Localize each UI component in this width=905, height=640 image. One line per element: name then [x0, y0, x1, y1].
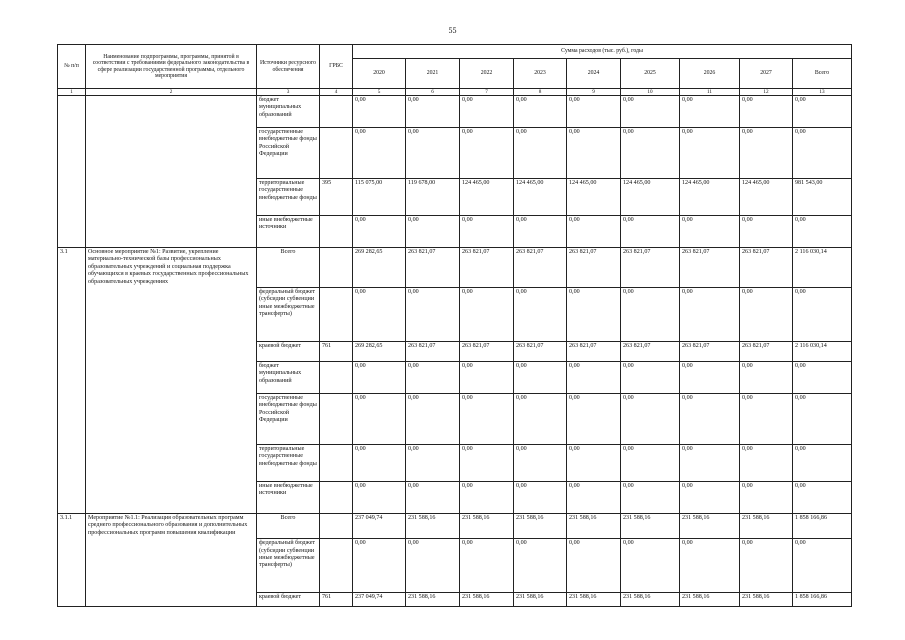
value-year: 263 821,07: [460, 342, 514, 362]
funding-source: государственные внебюджетные фонды Российской Федерации: [257, 394, 320, 445]
table-row: [58, 539, 852, 593]
value-year: 0,00: [460, 216, 514, 248]
value-year: 0,00: [460, 445, 514, 482]
row-name: [86, 216, 257, 248]
grbs-code: [320, 514, 353, 539]
funding-source: бюджет муниципальных образований: [257, 96, 320, 128]
column-number: 9: [567, 89, 621, 96]
column-number: 8: [514, 89, 567, 96]
value-total: 2 116 030,14: [793, 342, 852, 362]
row-name: [86, 394, 257, 445]
budget-table: [57, 44, 852, 607]
value-year: 0,00: [680, 216, 740, 248]
row-name: [86, 445, 257, 482]
value-total: 0,00: [793, 288, 852, 342]
value-total: 2 116 030,14: [793, 248, 852, 288]
table-header: [58, 45, 852, 96]
value-year: 0,00: [406, 445, 460, 482]
value-year: 124 465,00: [740, 179, 793, 216]
value-year: 0,00: [740, 539, 793, 593]
value-year: 0,00: [353, 482, 406, 514]
value-year: 124 465,00: [514, 179, 567, 216]
value-year: 263 821,07: [514, 248, 567, 288]
grbs-code: [320, 216, 353, 248]
value-year: 0,00: [460, 539, 514, 593]
value-year: 231 588,16: [514, 593, 567, 607]
value-year: 0,00: [514, 362, 567, 394]
value-year: 263 821,07: [514, 342, 567, 362]
page-number: 55: [448, 26, 457, 35]
column-number-row: [58, 89, 852, 96]
value-year: 0,00: [460, 128, 514, 179]
header-year: 2025: [621, 59, 680, 89]
value-year: 0,00: [514, 445, 567, 482]
row-number: 3.1: [58, 248, 86, 288]
value-total: 0,00: [793, 445, 852, 482]
value-year: 0,00: [514, 288, 567, 342]
value-year: 263 821,07: [406, 342, 460, 362]
value-total: 0,00: [793, 362, 852, 394]
value-year: 115 075,00: [353, 179, 406, 216]
funding-source: иные внебюджетные источники: [257, 482, 320, 514]
value-year: 0,00: [460, 288, 514, 342]
column-number: 4: [320, 89, 353, 96]
grbs-code: [320, 288, 353, 342]
value-year: 0,00: [621, 362, 680, 394]
value-year: 0,00: [621, 482, 680, 514]
value-year: 0,00: [406, 394, 460, 445]
funding-source: краевой бюджет: [257, 342, 320, 362]
header-grbs: ГРБС: [320, 45, 353, 89]
column-number: 10: [621, 89, 680, 96]
column-number: 5: [353, 89, 406, 96]
value-year: 263 821,07: [740, 248, 793, 288]
value-year: 0,00: [567, 539, 621, 593]
value-year: 0,00: [406, 96, 460, 128]
value-year: 119 678,00: [406, 179, 460, 216]
header-sum-title: Сумма расходов (тыс. руб.), годы: [353, 45, 852, 59]
row-name: [86, 288, 257, 342]
value-year: 0,00: [353, 216, 406, 248]
value-year: 0,00: [740, 128, 793, 179]
value-year: 0,00: [460, 362, 514, 394]
table-body: [58, 96, 852, 607]
value-year: 0,00: [353, 445, 406, 482]
row-number: [58, 539, 86, 593]
row-number: [58, 342, 86, 362]
grbs-code: [320, 539, 353, 593]
grbs-code: [320, 248, 353, 288]
value-year: 263 821,07: [621, 342, 680, 362]
value-year: 0,00: [680, 288, 740, 342]
table-row: [58, 342, 852, 362]
column-number: 3: [257, 89, 320, 96]
funding-source: территориальные государственные внебюджетные фонды: [257, 445, 320, 482]
value-year: 231 588,16: [740, 593, 793, 607]
header-year: 2022: [460, 59, 514, 89]
value-year: 263 821,07: [567, 248, 621, 288]
value-year: 0,00: [567, 394, 621, 445]
row-name: [86, 362, 257, 394]
value-total: 0,00: [793, 128, 852, 179]
column-number: 1: [58, 89, 86, 96]
value-total: 0,00: [793, 394, 852, 445]
value-year: 263 821,07: [740, 342, 793, 362]
header-year: 2026: [680, 59, 740, 89]
value-year: 0,00: [621, 128, 680, 179]
table-row: [58, 96, 852, 128]
header-year: 2021: [406, 59, 460, 89]
value-year: 263 821,07: [680, 342, 740, 362]
value-year: 0,00: [740, 394, 793, 445]
value-total: 981 543,00: [793, 179, 852, 216]
row-number: [58, 445, 86, 482]
value-year: 0,00: [680, 482, 740, 514]
value-year: 0,00: [740, 362, 793, 394]
row-name: [86, 96, 257, 128]
value-year: 0,00: [460, 394, 514, 445]
value-year: 0,00: [680, 445, 740, 482]
row-name: [86, 342, 257, 362]
value-year: 0,00: [353, 362, 406, 394]
row-number: [58, 96, 86, 128]
column-number: 6: [406, 89, 460, 96]
value-year: 0,00: [406, 539, 460, 593]
header-num: № п/п: [58, 45, 86, 89]
column-number: 7: [460, 89, 514, 96]
funding-source: Всего: [257, 514, 320, 539]
header-year: 2027: [740, 59, 793, 89]
value-year: 231 588,16: [621, 514, 680, 539]
value-year: 0,00: [406, 362, 460, 394]
column-number: 2: [86, 89, 257, 96]
value-year: 231 588,16: [567, 514, 621, 539]
value-year: 231 588,16: [406, 514, 460, 539]
grbs-code: 395: [320, 179, 353, 216]
value-year: 0,00: [353, 394, 406, 445]
table-row: [58, 445, 852, 482]
table-row: [58, 362, 852, 394]
funding-source: иные внебюджетные источники: [257, 216, 320, 248]
value-year: 0,00: [740, 445, 793, 482]
value-year: 0,00: [514, 539, 567, 593]
value-total: 1 858 166,86: [793, 514, 852, 539]
table-row: [58, 514, 852, 539]
value-year: 0,00: [621, 96, 680, 128]
value-year: 0,00: [740, 96, 793, 128]
row-name: [86, 482, 257, 514]
row-name: Основное мероприятие №1: Развитие, укрепление материально-технической базы профессиональных образовательных учреждений и социальная поддержка обучающихся в краевых государственных профессиональных образовательных учреждениях: [86, 248, 257, 288]
value-year: 0,00: [353, 288, 406, 342]
value-year: 231 588,16: [514, 514, 567, 539]
value-year: 0,00: [680, 394, 740, 445]
row-name: [86, 179, 257, 216]
row-number: [58, 216, 86, 248]
row-number: [58, 288, 86, 342]
value-year: 0,00: [567, 288, 621, 342]
value-year: 0,00: [406, 128, 460, 179]
value-year: 0,00: [567, 96, 621, 128]
row-name: [86, 539, 257, 593]
value-year: 0,00: [740, 482, 793, 514]
value-year: 124 465,00: [460, 179, 514, 216]
funding-source: Всего: [257, 248, 320, 288]
value-total: 0,00: [793, 539, 852, 593]
column-number: 11: [680, 89, 740, 96]
row-name: [86, 128, 257, 179]
value-year: 231 588,16: [740, 514, 793, 539]
column-number: 13: [793, 89, 852, 96]
value-year: 0,00: [460, 482, 514, 514]
row-number: [58, 394, 86, 445]
value-year: 263 821,07: [680, 248, 740, 288]
value-year: 0,00: [353, 539, 406, 593]
grbs-code: [320, 445, 353, 482]
grbs-code: [320, 482, 353, 514]
value-year: 269 282,65: [353, 342, 406, 362]
column-number: 12: [740, 89, 793, 96]
header-total: Всего: [793, 59, 852, 89]
value-year: 0,00: [567, 216, 621, 248]
value-year: 263 821,07: [567, 342, 621, 362]
grbs-code: [320, 394, 353, 445]
value-year: 0,00: [514, 482, 567, 514]
grbs-code: 761: [320, 342, 353, 362]
value-year: 0,00: [567, 445, 621, 482]
value-year: 0,00: [514, 394, 567, 445]
value-year: 0,00: [680, 96, 740, 128]
value-year: 263 821,07: [406, 248, 460, 288]
value-year: 231 588,16: [621, 593, 680, 607]
value-year: 0,00: [353, 128, 406, 179]
value-year: 0,00: [680, 539, 740, 593]
value-year: 231 588,16: [460, 514, 514, 539]
value-year: 0,00: [514, 96, 567, 128]
value-year: 0,00: [680, 128, 740, 179]
value-year: 263 821,07: [621, 248, 680, 288]
value-year: 0,00: [406, 216, 460, 248]
table-row: [58, 216, 852, 248]
header-source: Источники ресурсного обеспечения: [257, 45, 320, 89]
row-number: [58, 179, 86, 216]
value-total: 0,00: [793, 96, 852, 128]
table-row: [58, 179, 852, 216]
value-total: 0,00: [793, 482, 852, 514]
value-year: 0,00: [353, 96, 406, 128]
table-row: [58, 248, 852, 288]
funding-source: бюджет муниципальных образований: [257, 362, 320, 394]
value-year: 237 049,74: [353, 514, 406, 539]
value-year: 0,00: [514, 128, 567, 179]
row-number: [58, 482, 86, 514]
funding-source: краевой бюджет: [257, 593, 320, 607]
value-year: 0,00: [406, 288, 460, 342]
table-row: [58, 128, 852, 179]
header-year: 2024: [567, 59, 621, 89]
value-year: 263 821,07: [460, 248, 514, 288]
row-number: 3.1.1: [58, 514, 86, 539]
value-year: 124 465,00: [567, 179, 621, 216]
value-year: 231 588,16: [406, 593, 460, 607]
table-row: [58, 482, 852, 514]
value-year: 0,00: [460, 96, 514, 128]
row-number: [58, 128, 86, 179]
value-year: 0,00: [406, 482, 460, 514]
value-year: 231 588,16: [460, 593, 514, 607]
table-row: [58, 288, 852, 342]
funding-source: федеральный бюджет (субсидии субвенции иные межбюджетные трансферты): [257, 539, 320, 593]
value-year: 231 588,16: [567, 593, 621, 607]
value-year: 269 282,65: [353, 248, 406, 288]
value-year: 0,00: [567, 128, 621, 179]
value-total: 1 858 166,86: [793, 593, 852, 607]
value-year: 0,00: [740, 216, 793, 248]
value-year: 0,00: [514, 216, 567, 248]
value-year: 231 588,16: [680, 593, 740, 607]
value-year: 0,00: [680, 362, 740, 394]
value-year: 0,00: [621, 288, 680, 342]
grbs-code: [320, 128, 353, 179]
row-number: [58, 362, 86, 394]
value-year: 124 465,00: [680, 179, 740, 216]
value-year: 0,00: [740, 288, 793, 342]
header-year: 2023: [514, 59, 567, 89]
row-name: Мероприятие №1.1: Реализация образовательных программ среднего профессионального образования и дополнительных профессиональных программ повышения квалификации: [86, 514, 257, 539]
header-year: 2020: [353, 59, 406, 89]
row-name: [86, 593, 257, 607]
header-name: Наименование подпрограммы, программы, принятой в соответствии с требованиями федерального законодательства в сфере реализации государственной программы, отдельного мероприятия: [86, 45, 257, 89]
table-row: [58, 593, 852, 607]
grbs-code: [320, 362, 353, 394]
value-year: 0,00: [621, 445, 680, 482]
value-year: 0,00: [567, 362, 621, 394]
table-row: [58, 394, 852, 445]
value-year: 0,00: [621, 216, 680, 248]
value-year: 0,00: [621, 394, 680, 445]
funding-source: территориальные государственные внебюджетные фонды: [257, 179, 320, 216]
grbs-code: [320, 96, 353, 128]
value-year: 231 588,16: [680, 514, 740, 539]
value-total: 0,00: [793, 216, 852, 248]
value-year: 124 465,00: [621, 179, 680, 216]
value-year: 0,00: [621, 539, 680, 593]
funding-source: федеральный бюджет (субсидии субвенции иные межбюджетные трансферты): [257, 288, 320, 342]
value-year: 0,00: [567, 482, 621, 514]
value-year: 237 049,74: [353, 593, 406, 607]
funding-source: государственные внебюджетные фонды Российской Федерации: [257, 128, 320, 179]
row-number: [58, 593, 86, 607]
grbs-code: 761: [320, 593, 353, 607]
